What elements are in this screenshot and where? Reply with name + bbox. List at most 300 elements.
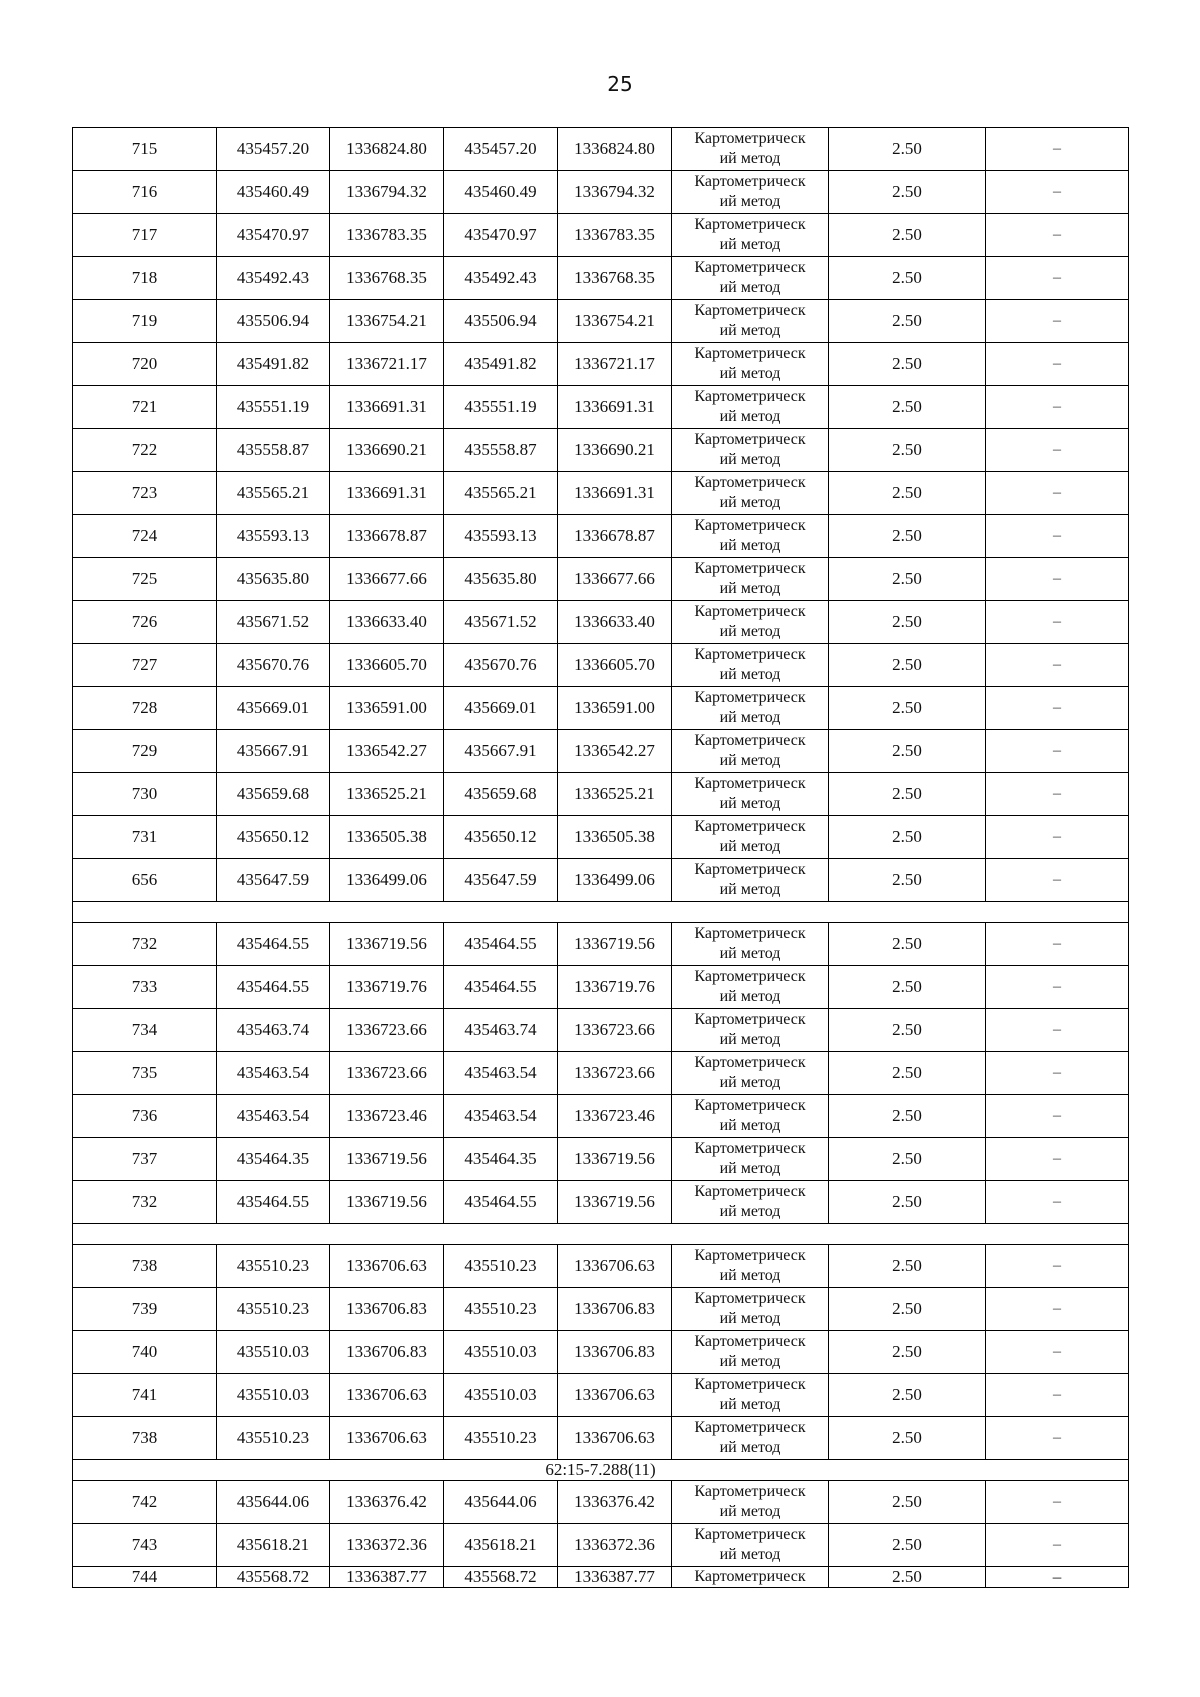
- point-number-cell: 733: [73, 966, 217, 1009]
- x-new-cell: 435670.76: [444, 644, 558, 687]
- y-new-cell: 1336678.87: [558, 515, 672, 558]
- table-row: [73, 515, 1129, 558]
- point-number-cell: 738: [73, 1245, 217, 1288]
- x-existing-cell: 435464.55: [217, 1181, 330, 1224]
- method-text-line1: Картометрическ: [694, 1054, 806, 1071]
- method-text-line2: ий метод: [719, 666, 781, 683]
- note-cell: –: [986, 1052, 1129, 1095]
- method-cell: [672, 343, 829, 386]
- point-number-cell: 726: [73, 601, 217, 644]
- y-new-cell: 1336525.21: [558, 773, 672, 816]
- method-text-line2: ий метод: [719, 494, 781, 511]
- y-existing-cell: 1336783.35: [330, 214, 444, 257]
- method-text-line2: ий метод: [719, 537, 781, 554]
- table-row: [73, 1138, 1129, 1181]
- method-cell: [672, 687, 829, 730]
- note-cell: –: [986, 773, 1129, 816]
- separator-cell: [73, 1224, 1129, 1245]
- x-new-cell: 435464.55: [444, 1181, 558, 1224]
- y-new-cell: 1336719.76: [558, 966, 672, 1009]
- method-text-line1: Картометрическ: [694, 1011, 806, 1028]
- y-new-cell: 1336706.63: [558, 1245, 672, 1288]
- x-new-cell: 435463.54: [444, 1095, 558, 1138]
- accuracy-cell: 2.50: [829, 859, 986, 902]
- method-text-line1: Картометрическ: [694, 732, 806, 749]
- method-text-line2: ий метод: [719, 279, 781, 296]
- x-existing-cell: 435647.59: [217, 859, 330, 902]
- table-row: [73, 214, 1129, 257]
- x-existing-cell: 435506.94: [217, 300, 330, 343]
- y-existing-cell: 1336754.21: [330, 300, 444, 343]
- method-text-line2: ий метод: [719, 1031, 781, 1048]
- y-existing-cell: 1336706.83: [330, 1288, 444, 1331]
- point-number-cell: 737: [73, 1138, 217, 1181]
- table-row: [73, 429, 1129, 472]
- method-cell: [672, 214, 829, 257]
- y-new-cell: 1336754.21: [558, 300, 672, 343]
- y-existing-cell: 1336719.56: [330, 1138, 444, 1181]
- note-cell: –: [986, 601, 1129, 644]
- accuracy-cell: 2.50: [829, 1009, 986, 1052]
- x-existing-cell: 435565.21: [217, 472, 330, 515]
- y-existing-cell: 1336723.66: [330, 1009, 444, 1052]
- table-row: [73, 644, 1129, 687]
- y-existing-cell: 1336678.87: [330, 515, 444, 558]
- point-number-cell: 743: [73, 1524, 217, 1567]
- method-cell: [672, 1481, 829, 1524]
- method-text-line1: Картометрическ: [694, 603, 806, 620]
- x-new-cell: 435659.68: [444, 773, 558, 816]
- method-text-line2: ий метод: [719, 1267, 781, 1284]
- method-text-line1: Картометрическ: [694, 216, 806, 233]
- accuracy-cell: 2.50: [829, 257, 986, 300]
- x-new-cell: 435565.21: [444, 472, 558, 515]
- note-cell: –: [986, 257, 1129, 300]
- table-row: [73, 1417, 1129, 1460]
- y-new-cell: 1336706.63: [558, 1417, 672, 1460]
- accuracy-cell: 2.50: [829, 923, 986, 966]
- accuracy-cell: 2.50: [829, 515, 986, 558]
- y-new-cell: 1336505.38: [558, 816, 672, 859]
- accuracy-cell: 2.50: [829, 1331, 986, 1374]
- method-cell: [672, 1138, 829, 1181]
- note-cell: –: [986, 923, 1129, 966]
- note-cell: –: [986, 1095, 1129, 1138]
- accuracy-cell: 2.50: [829, 1374, 986, 1417]
- method-text-line2: ий метод: [719, 365, 781, 382]
- accuracy-cell: 2.50: [829, 128, 986, 171]
- table-row: [73, 257, 1129, 300]
- note-cell: –: [986, 966, 1129, 1009]
- note-cell: –: [986, 644, 1129, 687]
- method-text-line2: ий метод: [719, 795, 781, 812]
- y-new-cell: 1336783.35: [558, 214, 672, 257]
- method-text-line1: Картометрическ: [694, 173, 806, 190]
- x-existing-cell: 435510.23: [217, 1288, 330, 1331]
- method-cell: [672, 644, 829, 687]
- x-new-cell: 435635.80: [444, 558, 558, 601]
- accuracy-cell: 2.50: [829, 966, 986, 1009]
- x-existing-cell: 435464.55: [217, 923, 330, 966]
- point-number-cell: 722: [73, 429, 217, 472]
- point-number-cell: 741: [73, 1374, 217, 1417]
- y-existing-cell: 1336591.00: [330, 687, 444, 730]
- y-existing-cell: 1336542.27: [330, 730, 444, 773]
- x-existing-cell: 435667.91: [217, 730, 330, 773]
- accuracy-cell: 2.50: [829, 1052, 986, 1095]
- table-row: [73, 558, 1129, 601]
- method-text-line2: ий метод: [719, 1203, 781, 1220]
- method-text-line2: ий метод: [719, 709, 781, 726]
- point-number-cell: 716: [73, 171, 217, 214]
- x-new-cell: 435644.06: [444, 1481, 558, 1524]
- method-cell: [672, 1524, 829, 1567]
- point-number-cell: 656: [73, 859, 217, 902]
- method-text-line2: ий метод: [719, 1160, 781, 1177]
- y-new-cell: 1336691.31: [558, 386, 672, 429]
- point-number-cell: 734: [73, 1009, 217, 1052]
- x-new-cell: 435671.52: [444, 601, 558, 644]
- note-cell: –: [986, 1245, 1129, 1288]
- method-cell: [672, 730, 829, 773]
- y-new-cell: 1336723.66: [558, 1009, 672, 1052]
- x-new-cell: 435667.91: [444, 730, 558, 773]
- x-existing-cell: 435558.87: [217, 429, 330, 472]
- x-existing-cell: 435635.80: [217, 558, 330, 601]
- point-number-cell: 715: [73, 128, 217, 171]
- method-cell: [672, 257, 829, 300]
- note-cell: –: [986, 171, 1129, 214]
- table-row: [73, 923, 1129, 966]
- note-cell: –: [986, 1138, 1129, 1181]
- y-new-cell: 1336723.66: [558, 1052, 672, 1095]
- y-new-cell: 1336372.36: [558, 1524, 672, 1567]
- y-existing-cell: 1336605.70: [330, 644, 444, 687]
- accuracy-cell: 2.50: [829, 1181, 986, 1224]
- method-cell: [672, 859, 829, 902]
- method-cell: [672, 1095, 829, 1138]
- point-number-cell: 740: [73, 1331, 217, 1374]
- method-text-line1: Картометрическ: [694, 1526, 806, 1543]
- method-cell: [672, 558, 829, 601]
- y-existing-cell: 1336706.83: [330, 1331, 444, 1374]
- y-existing-cell: 1336691.31: [330, 386, 444, 429]
- y-existing-cell: 1336376.42: [330, 1481, 444, 1524]
- method-text-line1: Картометрическ: [694, 388, 806, 405]
- y-new-cell: 1336499.06: [558, 859, 672, 902]
- method-cell: [672, 472, 829, 515]
- point-number-cell: 729: [73, 730, 217, 773]
- method-cell: [672, 1052, 829, 1095]
- method-text-line2: ий метод: [719, 1439, 781, 1456]
- method-text-line1: Картометрическ: [694, 775, 806, 792]
- page-number: 25: [607, 72, 633, 96]
- point-number-cell: 721: [73, 386, 217, 429]
- note-cell: –: [986, 128, 1129, 171]
- note-cell: –: [986, 1567, 1129, 1588]
- y-new-cell: 1336719.56: [558, 923, 672, 966]
- y-new-cell: 1336706.83: [558, 1331, 672, 1374]
- table-row: [73, 1524, 1129, 1567]
- note-cell: –: [986, 1181, 1129, 1224]
- y-existing-cell: 1336499.06: [330, 859, 444, 902]
- x-new-cell: 435510.23: [444, 1417, 558, 1460]
- x-existing-cell: 435460.49: [217, 171, 330, 214]
- method-cell: [672, 923, 829, 966]
- point-number-cell: 728: [73, 687, 217, 730]
- note-cell: –: [986, 730, 1129, 773]
- y-new-cell: 1336706.63: [558, 1374, 672, 1417]
- method-text-line1: Картометрическ: [694, 560, 806, 577]
- y-existing-cell: 1336633.40: [330, 601, 444, 644]
- accuracy-cell: 2.50: [829, 1567, 986, 1588]
- y-new-cell: 1336691.31: [558, 472, 672, 515]
- y-existing-cell: 1336677.66: [330, 558, 444, 601]
- accuracy-cell: 2.50: [829, 1288, 986, 1331]
- x-new-cell: 435669.01: [444, 687, 558, 730]
- x-new-cell: 435463.74: [444, 1009, 558, 1052]
- y-new-cell: 1336690.21: [558, 429, 672, 472]
- note-cell: –: [986, 1481, 1129, 1524]
- accuracy-cell: 2.50: [829, 1481, 986, 1524]
- table-row: [73, 1331, 1129, 1374]
- method-text-line2: ий метод: [719, 1074, 781, 1091]
- method-text-line2: ий метод: [719, 1310, 781, 1327]
- y-new-cell: 1336633.40: [558, 601, 672, 644]
- y-existing-cell: 1336824.80: [330, 128, 444, 171]
- note-cell: –: [986, 214, 1129, 257]
- accuracy-cell: 2.50: [829, 300, 986, 343]
- table-row: [73, 773, 1129, 816]
- y-existing-cell: 1336721.17: [330, 343, 444, 386]
- accuracy-cell: 2.50: [829, 558, 986, 601]
- y-new-cell: 1336794.32: [558, 171, 672, 214]
- y-new-cell: 1336721.17: [558, 343, 672, 386]
- method-text-line2: ий метод: [719, 623, 781, 640]
- table-row: [73, 1374, 1129, 1417]
- table-row: [73, 386, 1129, 429]
- method-text-line2: ий метод: [719, 1396, 781, 1413]
- note-cell: –: [986, 472, 1129, 515]
- accuracy-cell: 2.50: [829, 171, 986, 214]
- method-cell: [672, 300, 829, 343]
- table-row: [73, 171, 1129, 214]
- method-text-line1: Картометрическ: [694, 968, 806, 985]
- point-number-cell: 718: [73, 257, 217, 300]
- x-new-cell: 435470.97: [444, 214, 558, 257]
- method-cell: [672, 1181, 829, 1224]
- x-new-cell: 435457.20: [444, 128, 558, 171]
- note-cell: –: [986, 1009, 1129, 1052]
- x-existing-cell: 435463.54: [217, 1052, 330, 1095]
- y-existing-cell: 1336706.63: [330, 1245, 444, 1288]
- separator-row: [73, 902, 1129, 923]
- table-row: [73, 1481, 1129, 1524]
- x-existing-cell: 435551.19: [217, 386, 330, 429]
- note-cell: –: [986, 1524, 1129, 1567]
- method-text-line2: ий метод: [719, 1353, 781, 1370]
- method-cell: [672, 966, 829, 1009]
- note-cell: –: [986, 1288, 1129, 1331]
- y-existing-cell: 1336706.63: [330, 1417, 444, 1460]
- table-row: [73, 730, 1129, 773]
- y-existing-cell: 1336387.77: [330, 1567, 444, 1588]
- x-new-cell: 435463.54: [444, 1052, 558, 1095]
- method-text-line1: Картометрическ: [694, 130, 806, 147]
- note-cell: –: [986, 687, 1129, 730]
- method-text-line2: ий метод: [719, 193, 781, 210]
- point-number-cell: 744: [73, 1567, 217, 1588]
- accuracy-cell: 2.50: [829, 1524, 986, 1567]
- accuracy-cell: 2.50: [829, 644, 986, 687]
- method-cell: [672, 515, 829, 558]
- y-existing-cell: 1336525.21: [330, 773, 444, 816]
- accuracy-cell: 2.50: [829, 214, 986, 257]
- x-existing-cell: 435457.20: [217, 128, 330, 171]
- x-new-cell: 435491.82: [444, 343, 558, 386]
- y-existing-cell: 1336706.63: [330, 1374, 444, 1417]
- note-cell: –: [986, 1417, 1129, 1460]
- method-text-line1: Картометрическ: [694, 1483, 806, 1500]
- method-text-line1: Картометрическ: [694, 345, 806, 362]
- x-existing-cell: 435659.68: [217, 773, 330, 816]
- note-cell: –: [986, 515, 1129, 558]
- method-text-line2: ий метод: [719, 150, 781, 167]
- x-existing-cell: 435510.23: [217, 1417, 330, 1460]
- point-number-cell: 723: [73, 472, 217, 515]
- x-new-cell: 435460.49: [444, 171, 558, 214]
- y-existing-cell: 1336691.31: [330, 472, 444, 515]
- y-existing-cell: 1336719.56: [330, 923, 444, 966]
- y-new-cell: 1336768.35: [558, 257, 672, 300]
- table-row: [73, 300, 1129, 343]
- method-text-line2: ий метод: [719, 988, 781, 1005]
- y-existing-cell: 1336690.21: [330, 429, 444, 472]
- accuracy-cell: 2.50: [829, 1245, 986, 1288]
- point-number-cell: 735: [73, 1052, 217, 1095]
- x-new-cell: 435593.13: [444, 515, 558, 558]
- x-existing-cell: 435568.72: [217, 1567, 330, 1588]
- y-existing-cell: 1336723.66: [330, 1052, 444, 1095]
- method-text-line2: ий метод: [719, 1503, 781, 1520]
- method-cell: [672, 1331, 829, 1374]
- method-text-line2: ий метод: [719, 838, 781, 855]
- y-existing-cell: 1336768.35: [330, 257, 444, 300]
- method-text-line1: Картометрическ: [694, 861, 806, 878]
- method-text-line2: ий метод: [719, 881, 781, 898]
- table-row: [73, 1245, 1129, 1288]
- x-existing-cell: 435470.97: [217, 214, 330, 257]
- note-cell: –: [986, 300, 1129, 343]
- method-text-line1: Картометрическ: [694, 1419, 806, 1436]
- point-number-cell: 720: [73, 343, 217, 386]
- coordinates-table: [72, 127, 1129, 1588]
- y-existing-cell: 1336505.38: [330, 816, 444, 859]
- method-text-line1: Картометрическ: [694, 818, 806, 835]
- table-row: [73, 601, 1129, 644]
- method-text-line2: ий метод: [719, 322, 781, 339]
- accuracy-cell: 2.50: [829, 472, 986, 515]
- point-number-cell: 717: [73, 214, 217, 257]
- point-number-cell: 732: [73, 923, 217, 966]
- method-cell: [672, 1009, 829, 1052]
- method-cell: [672, 386, 829, 429]
- note-cell: –: [986, 1374, 1129, 1417]
- x-new-cell: 435650.12: [444, 816, 558, 859]
- method-text-line1: Картометрическ: [694, 1333, 806, 1350]
- method-text-line1: Картометрическ: [694, 1183, 806, 1200]
- point-number-cell: 742: [73, 1481, 217, 1524]
- accuracy-cell: 2.50: [829, 773, 986, 816]
- method-text-line2: ий метод: [719, 236, 781, 253]
- method-cell: [672, 429, 829, 472]
- point-number-cell: 738: [73, 1417, 217, 1460]
- separator-cell: [73, 902, 1129, 923]
- accuracy-cell: 2.50: [829, 386, 986, 429]
- x-new-cell: 435464.55: [444, 923, 558, 966]
- method-text-line2: ий метод: [719, 451, 781, 468]
- note-cell: –: [986, 816, 1129, 859]
- point-number-cell: 732: [73, 1181, 217, 1224]
- method-cell: Картометрическ: [672, 1567, 829, 1588]
- method-text-line1: Картометрическ: [694, 1247, 806, 1264]
- method-cell: [672, 1245, 829, 1288]
- method-text-line1: Картометрическ: [694, 474, 806, 491]
- method-cell: [672, 1417, 829, 1460]
- method-cell: [672, 128, 829, 171]
- x-new-cell: 435647.59: [444, 859, 558, 902]
- y-new-cell: 1336605.70: [558, 644, 672, 687]
- y-existing-cell: 1336719.56: [330, 1181, 444, 1224]
- x-existing-cell: 435669.01: [217, 687, 330, 730]
- y-new-cell: 1336824.80: [558, 128, 672, 171]
- section-label: 62:15-7.288(11): [73, 1460, 1129, 1481]
- note-cell: –: [986, 343, 1129, 386]
- table-row-partial: [73, 1567, 1129, 1588]
- x-new-cell: 435510.23: [444, 1245, 558, 1288]
- table-row: [73, 1181, 1129, 1224]
- x-existing-cell: 435492.43: [217, 257, 330, 300]
- x-existing-cell: 435464.55: [217, 966, 330, 1009]
- table-row: [73, 687, 1129, 730]
- x-existing-cell: 435593.13: [217, 515, 330, 558]
- x-existing-cell: 435670.76: [217, 644, 330, 687]
- x-existing-cell: 435618.21: [217, 1524, 330, 1567]
- x-new-cell: 435551.19: [444, 386, 558, 429]
- accuracy-cell: 2.50: [829, 1138, 986, 1181]
- point-number-cell: 725: [73, 558, 217, 601]
- method-text-line1: Картометрическ: [694, 431, 806, 448]
- method-text-line2: ий метод: [719, 580, 781, 597]
- accuracy-cell: 2.50: [829, 343, 986, 386]
- table-row: [73, 1288, 1129, 1331]
- note-cell: –: [986, 558, 1129, 601]
- x-existing-cell: 435464.35: [217, 1138, 330, 1181]
- x-existing-cell: 435671.52: [217, 601, 330, 644]
- x-new-cell: 435464.55: [444, 966, 558, 1009]
- table-row: [73, 1095, 1129, 1138]
- table-row: [73, 966, 1129, 1009]
- y-existing-cell: 1336723.46: [330, 1095, 444, 1138]
- y-new-cell: 1336387.77: [558, 1567, 672, 1588]
- accuracy-cell: 2.50: [829, 1417, 986, 1460]
- x-new-cell: 435558.87: [444, 429, 558, 472]
- method-cell: [672, 816, 829, 859]
- x-new-cell: 435568.72: [444, 1567, 558, 1588]
- method-cell: [672, 1288, 829, 1331]
- accuracy-cell: 2.50: [829, 730, 986, 773]
- point-number-cell: 730: [73, 773, 217, 816]
